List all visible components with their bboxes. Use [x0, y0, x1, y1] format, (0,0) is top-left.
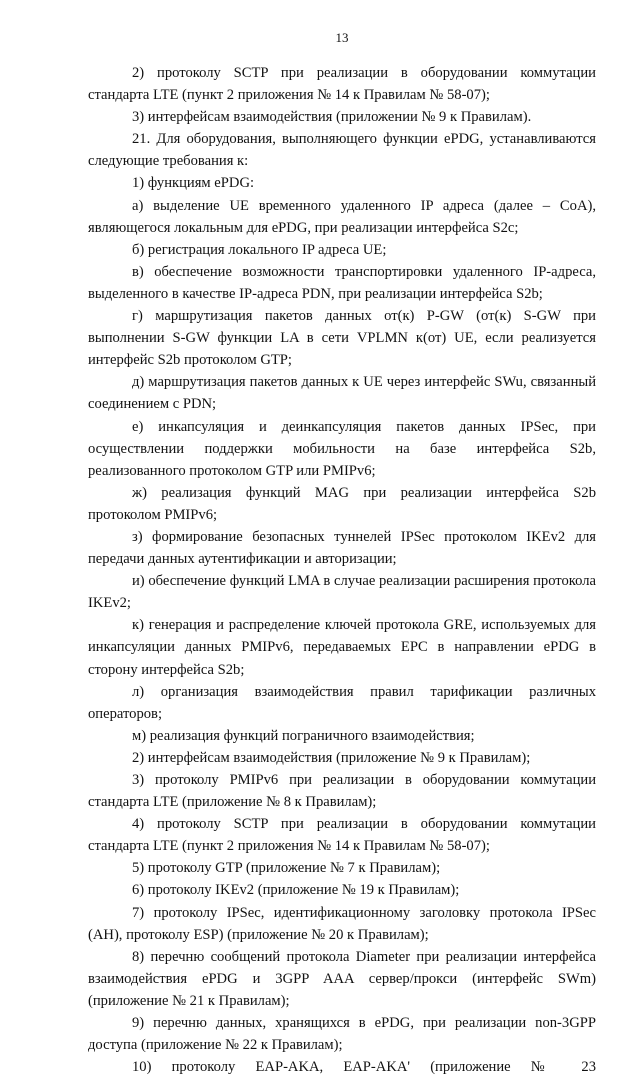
page-number: 13: [335, 30, 349, 45]
paragraph: к) генерация и распределение ключей протокола GRE, используемых для инкапсуляции данных PMIPv6, передаваемых EPC в направлении ePDG в сторону интерфейса S2b;: [88, 617, 596, 678]
paragraph: 3) протоколу PMIPv6 при реализации в оборудовании коммутации стандарта LTE (приложение № 8 к Правилам);: [88, 772, 596, 811]
paragraph: е) инкапсуляция и деинкапсуляция пакетов данных IPSec, при осуществлении поддержки мобильности на базе интерфейса S2b, реализованного протоколом GTP или PMIPv6;: [88, 418, 596, 479]
paragraph: 3) интерфейсам взаимодействия (приложении № 9 к Правилам).: [132, 109, 532, 126]
paragraph: 6) протоколу IKEv2 (приложение № 19 к Правилам);: [132, 882, 460, 899]
paragraph: 4) протоколу SCTP при реализации в оборудовании коммутации стандарта LTE (пункт 2 приложения № 14 к Правилам № 58-07);: [88, 816, 596, 855]
paragraph: 5) протоколу GTP (приложение № 7 к Правилам);: [132, 860, 441, 877]
paragraph: а) выделение UE временного удаленного IP адреса (далее – CoA), являющегося локальным для ePDG, при реализации интерфейса S2c;: [88, 197, 596, 236]
paragraph: 7) протоколу IPSec, идентификационному заголовку протокола IPSec (AH), протоколу ESP) (приложение № 20 к Правилам);: [88, 904, 596, 943]
paragraph: г) маршрутизация пакетов данных от(к) P-GW (от(к) S-GW при выполнении S-GW функции LA в сети VPLMN к(от) UE, если реализуется интерфейс S2b протоколом GTP;: [88, 308, 596, 369]
paragraph: м) реализация функций пограничного взаимодействия;: [132, 727, 475, 744]
paragraph: 10) протоколу EAP-AKA, EAP-AKA' (приложение № 23: [132, 1059, 596, 1076]
paragraph: в) обеспечение возможности транспортировки удаленного IP-адреса, выделенного в качестве IP-адреса PDN, при реализации интерфейса S2b;: [88, 263, 596, 302]
paragraph: 2) протоколу SCTP при реализации в оборудовании коммутации стандарта LTE (пункт 2 приложения № 14 к Правилам № 58-07);: [88, 65, 596, 104]
paragraph: и) обеспечение функций LMA в случае реализации расширения протокола IKEv2;: [88, 573, 596, 612]
paragraph: л) организация взаимодействия правил тарификации различных операторов;: [88, 683, 596, 722]
paragraph: д) маршрутизация пакетов данных к UE через интерфейс SWu, связанный соединением с PDN;: [88, 374, 596, 413]
paragraph: 8) перечню сообщений протокола Diameter при реализации интерфейса взаимодействия ePDG и 3GPP AAA сервер/прокси (интерфейс SWm) (приложение № 21 к Правилам);: [88, 948, 596, 1009]
paragraph: 9) перечню данных, хранящихся в ePDG, при реализации non-3GPP доступа (приложение № 22 к Правилам);: [88, 1015, 596, 1054]
paragraph: 2) интерфейсам взаимодействия (приложение № 9 к Правилам);: [132, 749, 531, 766]
document-body: [88, 62, 596, 1078]
paragraph: ж) реализация функций MAG при реализации интерфейса S2b протоколом PMIPv6;: [88, 484, 596, 523]
paragraph: 21. Для оборудования, выполняющего функции ePDG, устанавливаются следующие требования к:: [88, 131, 596, 170]
paragraph: 1) функциям ePDG:: [132, 175, 255, 192]
paragraph: б) регистрация локального IP адреса UE;: [132, 241, 387, 258]
paragraph: з) формирование безопасных туннелей IPSec протоколом IKEv2 для передачи данных аутентификации и авторизации;: [88, 528, 596, 568]
